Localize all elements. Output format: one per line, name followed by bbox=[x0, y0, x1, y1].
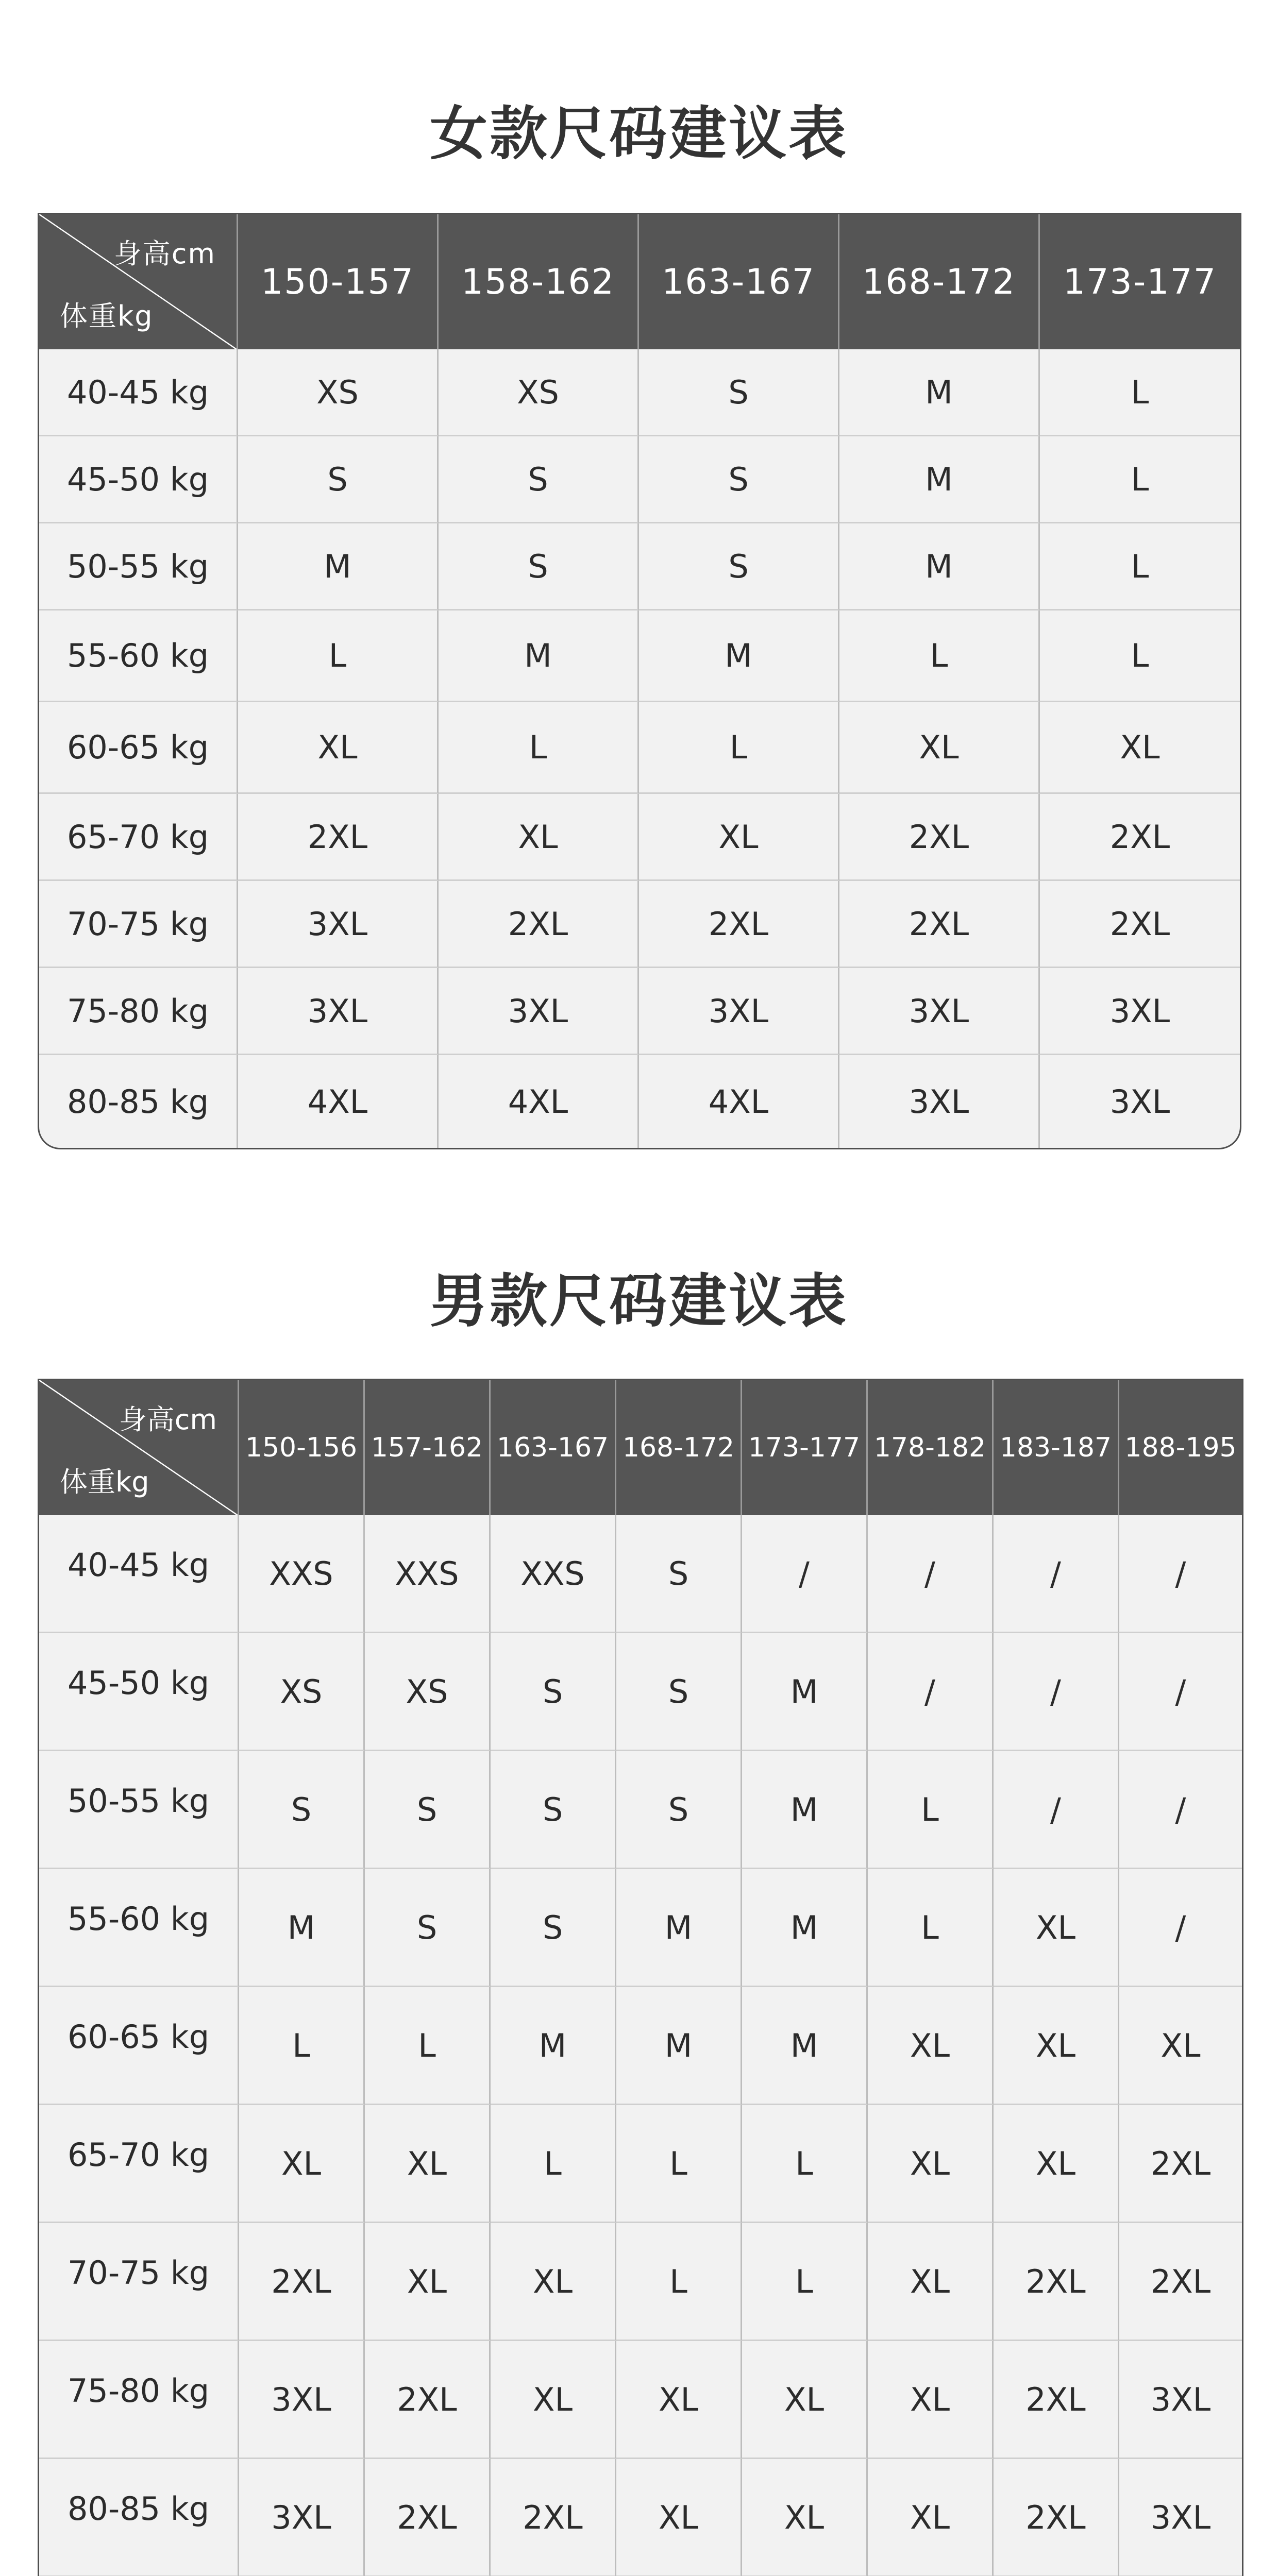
table-row bbox=[39, 1055, 1240, 1148]
size-cell: 2XL bbox=[238, 794, 439, 881]
size-cell: XL bbox=[742, 2459, 868, 2576]
size-cell: XL bbox=[491, 2341, 616, 2459]
size-cell: 4XL bbox=[439, 1055, 639, 1148]
men-size-table bbox=[38, 1379, 1243, 2576]
table-row bbox=[39, 2341, 1242, 2459]
men-table-body bbox=[39, 1515, 1242, 2576]
height-header: 183-187 bbox=[994, 1380, 1119, 1515]
size-cell: / bbox=[994, 1515, 1119, 1633]
height-header: 173-177 bbox=[1040, 214, 1240, 349]
size-cell: XL bbox=[742, 2341, 868, 2459]
size-cell: M bbox=[616, 1869, 742, 1987]
size-cell: 2XL bbox=[994, 2459, 1119, 2576]
weight-range-cell: 55-60 kg bbox=[39, 611, 238, 702]
size-cell: L bbox=[639, 702, 839, 794]
table-row bbox=[39, 968, 1240, 1055]
size-cell: 2XL bbox=[491, 2459, 616, 2576]
table-row bbox=[39, 1869, 1242, 1987]
size-cell: L bbox=[616, 2105, 742, 2223]
size-cell: S bbox=[365, 1751, 491, 1869]
size-cell: XS bbox=[439, 349, 639, 436]
size-cell: L bbox=[365, 1987, 491, 2105]
size-cell: XL bbox=[491, 2223, 616, 2341]
size-cell: M bbox=[742, 1869, 868, 1987]
size-cell: 3XL bbox=[1119, 2459, 1242, 2576]
size-cell: XL bbox=[1119, 1987, 1242, 2105]
table-row bbox=[39, 2459, 1242, 2576]
weight-axis-label: 体重kg bbox=[60, 1466, 149, 1498]
size-cell: 4XL bbox=[639, 1055, 839, 1148]
height-header: 150-157 bbox=[238, 214, 439, 349]
size-cell: 3XL bbox=[1109, 1082, 1170, 1121]
weight-range-cell: 80-85 kg bbox=[39, 1055, 238, 1148]
size-cell: S bbox=[639, 523, 839, 611]
header-row bbox=[39, 1380, 1242, 1515]
size-cell: XS bbox=[239, 1633, 365, 1751]
size-cell: 3XL bbox=[639, 968, 839, 1055]
size-cell: M bbox=[238, 523, 439, 611]
men-size-chart-title: 男款尺码建议表 bbox=[430, 1268, 848, 1335]
size-cell: 3XL bbox=[239, 2341, 365, 2459]
size-cell: L bbox=[1040, 436, 1240, 523]
table-row bbox=[39, 349, 1240, 436]
size-cell: XL bbox=[994, 2105, 1119, 2223]
weight-range-cell: 70-75 kg bbox=[39, 2223, 239, 2341]
height-header: 168-172 bbox=[839, 214, 1040, 349]
size-cell: L bbox=[439, 702, 639, 794]
size-cell: XL bbox=[868, 2105, 994, 2223]
weight-range-cell: 60-65 kg bbox=[39, 702, 238, 794]
size-cell: S bbox=[639, 349, 839, 436]
height-header: 150-156 bbox=[239, 1380, 365, 1515]
size-cell: S bbox=[439, 523, 639, 611]
size-cell: S bbox=[491, 1633, 616, 1751]
women-table-body bbox=[39, 349, 1240, 1148]
size-cell: 2XL bbox=[1040, 794, 1240, 881]
size-cell: XXS bbox=[365, 1515, 491, 1633]
size-cell: S bbox=[439, 436, 639, 523]
weight-range-cell: 50-55 kg bbox=[39, 523, 238, 611]
size-cell: L bbox=[1040, 349, 1240, 436]
weight-range-cell: 75-80 kg bbox=[39, 968, 238, 1055]
size-cell: XL bbox=[239, 2105, 365, 2223]
size-cell: L bbox=[839, 611, 1040, 702]
size-cell: / bbox=[994, 1633, 1119, 1751]
height-axis-label: 身高cm bbox=[119, 1403, 217, 1436]
table-row bbox=[39, 881, 1240, 968]
size-cell: 2XL bbox=[839, 881, 1040, 968]
size-cell: XL bbox=[868, 2459, 994, 2576]
size-cell: M bbox=[439, 611, 639, 702]
weight-range-cell: 40-45 kg bbox=[39, 1515, 239, 1633]
size-cell: XS bbox=[238, 349, 439, 436]
size-cell: 2XL bbox=[639, 881, 839, 968]
size-cell: XS bbox=[365, 1633, 491, 1751]
weight-range-cell: 45-50 kg bbox=[39, 1633, 239, 1751]
size-cell: M bbox=[742, 1633, 868, 1751]
size-cell: M bbox=[639, 611, 839, 702]
size-cell: M bbox=[839, 436, 1040, 523]
weight-range-cell: 65-70 kg bbox=[39, 2105, 239, 2223]
size-cell: XL bbox=[994, 1987, 1119, 2105]
size-cell: 2XL bbox=[1119, 2105, 1242, 2223]
women-size-chart-title: 女款尺码建议表 bbox=[430, 100, 848, 167]
size-cell: / bbox=[868, 1515, 994, 1633]
size-cell: L bbox=[868, 1751, 994, 1869]
size-cell: L bbox=[1040, 523, 1240, 611]
size-cell: 2XL bbox=[1040, 881, 1240, 968]
size-cell: S bbox=[616, 1633, 742, 1751]
corner-cell bbox=[39, 1380, 239, 1515]
size-cell: XXS bbox=[239, 1515, 365, 1633]
table-row bbox=[39, 702, 1240, 794]
table-row bbox=[39, 1987, 1242, 2105]
size-cell: 2XL bbox=[439, 881, 639, 968]
size-cell: L bbox=[742, 2223, 868, 2341]
table-row bbox=[39, 1515, 1242, 1633]
size-cell: XL bbox=[994, 1869, 1119, 1987]
size-cell: S bbox=[365, 1869, 491, 1987]
table-row bbox=[39, 1751, 1242, 1869]
height-header: 173-177 bbox=[742, 1380, 868, 1515]
size-cell: / bbox=[1119, 1633, 1242, 1751]
size-cell: / bbox=[868, 1633, 994, 1751]
size-cell: XL bbox=[868, 2341, 994, 2459]
size-cell: M bbox=[491, 1987, 616, 2105]
size-cell: 3XL bbox=[239, 2459, 365, 2576]
size-cell: 3XL bbox=[238, 968, 439, 1055]
size-cell: L bbox=[491, 2105, 616, 2223]
height-axis-label: 身高cm bbox=[113, 238, 216, 270]
size-cell: 2XL bbox=[994, 2223, 1119, 2341]
size-cell: XL bbox=[616, 2459, 742, 2576]
weight-range-cell: 60-65 kg bbox=[39, 1987, 239, 2105]
size-cell: M bbox=[742, 1751, 868, 1869]
weight-axis-label: 体重kg bbox=[60, 300, 154, 332]
size-cell: S bbox=[616, 1751, 742, 1869]
table-row bbox=[39, 611, 1240, 702]
size-cell: S bbox=[239, 1751, 365, 1869]
weight-range-cell: 55-60 kg bbox=[39, 1869, 239, 1987]
size-cell: S bbox=[491, 1869, 616, 1987]
size-cell: XL bbox=[238, 702, 439, 794]
size-cell: L bbox=[238, 611, 439, 702]
height-header: 157-162 bbox=[365, 1380, 491, 1515]
size-cell: M bbox=[616, 1987, 742, 2105]
size-cell: M bbox=[742, 1987, 868, 2105]
table-row bbox=[39, 523, 1240, 611]
size-cell: / bbox=[1119, 1515, 1242, 1633]
size-cell: 3XL bbox=[238, 881, 439, 968]
size-cell: / bbox=[1119, 1869, 1242, 1987]
height-header: 168-172 bbox=[616, 1380, 742, 1515]
size-cell: S bbox=[238, 436, 439, 523]
weight-range-cell: 70-75 kg bbox=[39, 881, 238, 968]
size-cell: XL bbox=[839, 702, 1040, 794]
header-row bbox=[39, 214, 1240, 349]
weight-range-cell: 45-50 kg bbox=[39, 436, 238, 523]
women-size-table bbox=[38, 213, 1241, 1149]
size-cell: S bbox=[491, 1751, 616, 1869]
table-row bbox=[39, 436, 1240, 523]
weight-range-cell: 65-70 kg bbox=[39, 794, 238, 881]
size-cell: / bbox=[1119, 1751, 1242, 1869]
size-cell: L bbox=[742, 2105, 868, 2223]
size-cell: XL bbox=[365, 2223, 491, 2341]
size-cell: S bbox=[639, 436, 839, 523]
size-cell: S bbox=[616, 1515, 742, 1633]
size-cell: 3XL bbox=[1040, 968, 1240, 1055]
size-cell: XXS bbox=[491, 1515, 616, 1633]
weight-range-cell: 75-80 kg bbox=[39, 2341, 239, 2459]
height-header: 158-162 bbox=[439, 214, 639, 349]
table-row bbox=[39, 2223, 1242, 2341]
size-cell: 3XL bbox=[1119, 2341, 1242, 2459]
table-row bbox=[39, 794, 1240, 881]
weight-range-cell: 40-45 kg bbox=[39, 349, 238, 436]
size-cell: XL bbox=[868, 2223, 994, 2341]
size-cell: 4XL bbox=[238, 1055, 439, 1148]
size-cell: L bbox=[239, 1987, 365, 2105]
weight-range-cell: 80-85 kg bbox=[39, 2459, 239, 2576]
size-cell: / bbox=[742, 1515, 868, 1633]
table-row bbox=[39, 1633, 1242, 1751]
size-cell: 2XL bbox=[239, 2223, 365, 2341]
size-cell: / bbox=[994, 1751, 1119, 1869]
table-row bbox=[39, 2105, 1242, 2223]
size-cell: 2XL bbox=[1119, 2223, 1242, 2341]
size-cell: 3XL bbox=[839, 1055, 1040, 1148]
height-header: 188-195 bbox=[1119, 1380, 1242, 1515]
size-cell: L bbox=[616, 2223, 742, 2341]
size-cell: 2XL bbox=[994, 2341, 1119, 2459]
corner-cell bbox=[39, 214, 238, 349]
size-cell: M bbox=[839, 349, 1040, 436]
size-cell: M bbox=[839, 523, 1040, 611]
size-cell: 3XL bbox=[839, 968, 1040, 1055]
size-cell: 2XL bbox=[365, 2459, 491, 2576]
size-cell: XL bbox=[616, 2341, 742, 2459]
size-cell: L bbox=[868, 1869, 994, 1987]
size-cell: XL bbox=[868, 1987, 994, 2105]
height-header: 178-182 bbox=[868, 1380, 994, 1515]
size-cell: M bbox=[239, 1869, 365, 1987]
size-cell: XL bbox=[365, 2105, 491, 2223]
size-cell: 3XL bbox=[439, 968, 639, 1055]
size-cell: L bbox=[1040, 611, 1240, 702]
height-header: 163-167 bbox=[639, 214, 839, 349]
height-header: 163-167 bbox=[491, 1380, 616, 1515]
weight-range-cell: 50-55 kg bbox=[39, 1751, 239, 1869]
size-cell: XL bbox=[639, 794, 839, 881]
size-cell: 2XL bbox=[365, 2341, 491, 2459]
size-cell: 2XL bbox=[839, 794, 1040, 881]
size-cell: XL bbox=[1040, 702, 1240, 794]
size-cell: XL bbox=[439, 794, 639, 881]
